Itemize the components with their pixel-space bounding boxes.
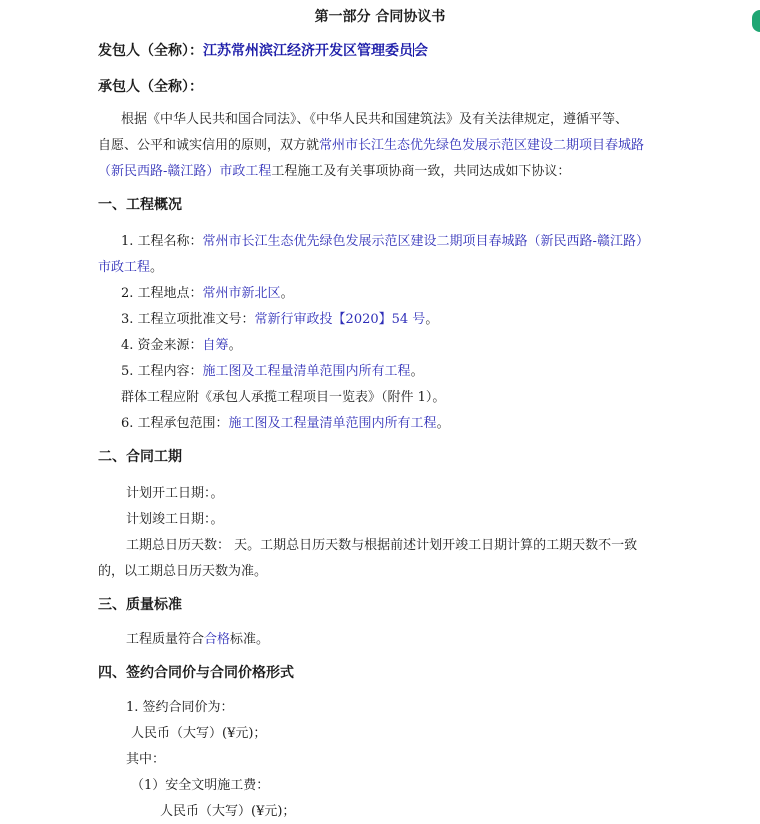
quality-standard-value: 合格	[204, 632, 231, 647]
project-name-line: 1. 工程名称：常州市长江生态优先绿色发展示范区建设二期项目春城路（新民西路-赣江路）	[121, 234, 649, 249]
group-project-note: 群体工程应附《承包人承揽工程项目一览表》（附件 1）。	[121, 390, 446, 405]
employer-line	[98, 40, 428, 60]
contract-scope-value: 施工图及工程量清单范围内所有工程	[228, 416, 437, 431]
among-label: 其中：	[126, 752, 166, 767]
contractor-label: 承包人（全称）：	[98, 79, 203, 95]
project-location-value: 常州市新北区	[202, 286, 281, 301]
safety-fee-rmb: 人民币（大写）(¥元)；	[160, 804, 296, 819]
contract-price-label: 1. 签约合同价为：	[126, 700, 234, 715]
employer-label: 发包人（全称）：	[98, 43, 203, 59]
approval-number-line: 3. 工程立项批准文号：常新行审政投【2020】54 号。	[121, 312, 439, 327]
project-content-value: 施工图及工程量清单范围内所有工程	[202, 364, 411, 379]
section-1-heading: 一、工程概况	[98, 197, 182, 213]
project-content-line: 5. 工程内容：施工图及工程量清单范围内所有工程。	[121, 364, 424, 379]
page-title: 第一部分 合同协议书	[314, 9, 446, 25]
section-4-heading: 四、签约合同价与合同价格形式	[98, 665, 294, 681]
fund-source-value: 自筹	[202, 338, 229, 353]
safety-fee-label: （1）安全文明施工费：	[131, 778, 270, 793]
section-2-heading: 二、合同工期	[98, 449, 182, 465]
fund-source-line: 4. 资金来源：自筹。	[121, 338, 242, 353]
section-3-heading: 三、质量标准	[98, 597, 182, 613]
project-name-ref: 常州市长江生态优先绿色发展示范区建设二期项目春城路	[319, 138, 645, 153]
project-location-line: 2. 工程地点：常州市新北区。	[121, 286, 294, 301]
project-name-value: 常州市长江生态优先绿色发展示范区建设二期项目春城路（新民西路-赣江路）	[202, 234, 649, 249]
contract-price-rmb: 人民币（大写）(¥元)；	[131, 726, 267, 741]
project-name-line-cont: 市政工程。	[98, 260, 164, 275]
employer-name[interactable]: 江苏常州滨江经济开发区管理委员会	[203, 43, 428, 59]
contract-scope-line: 6. 工程承包范围：施工图及工程量清单范围内所有工程。	[121, 416, 450, 431]
quality-standard-line: 工程质量符合合格标准。	[126, 632, 270, 647]
intro-line-2: 自愿、公平和诚实信用的原则，双方就常州市长江生态优先绿色发展示范区建设二期项目春城路	[98, 138, 645, 153]
planned-start-date: 计划开工日期：。	[126, 486, 224, 501]
total-days-line: 工期总日历天数： 天。工期总日历天数与根据前述计划开竣工日期计算的工期天数不一致	[126, 538, 638, 553]
intro-line-1: 根据《中华人民共和国合同法》、《中华人民共和国建筑法》及有关法律规定，遵循平等、	[121, 112, 629, 127]
total-days-line-cont: 的，以工期总日历天数为准。	[98, 564, 268, 579]
project-name-ref-cont: （新民西路-赣江路）市政工程	[98, 164, 272, 179]
contractor-line	[98, 76, 203, 96]
approval-number-value: 常新行审政投【2020】54 号	[254, 312, 426, 327]
intro-line-3: （新民西路-赣江路）市政工程工程施工及有关事项协商一致，共同达成如下协议：	[98, 164, 571, 179]
planned-finish-date: 计划竣工日期：。	[126, 512, 224, 527]
